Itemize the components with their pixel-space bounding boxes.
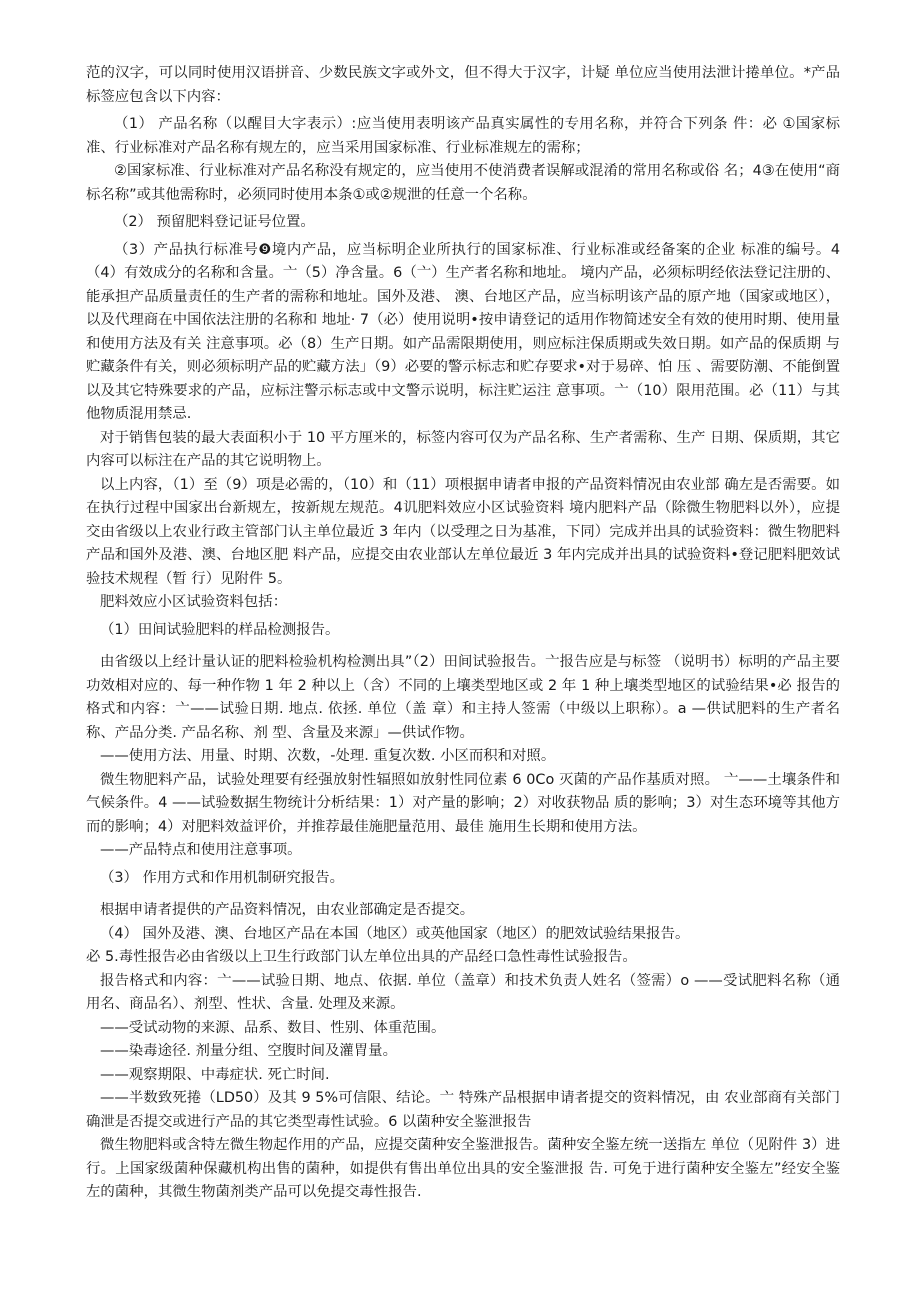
paragraph: ——染毒途径. 剂量分组、空腹时间及灌胃量。 [100, 1043, 397, 1059]
paragraph: ——半数致死捲（LD50）及其 9 5%可信限、结论。亠 特殊产品根据申请者提交的资料情况，由 农业部商有关部门确泄是否提交或进行产品的其它类型毒性试验。6 以菌种安全鉴泄报告 [86, 1090, 840, 1130]
paragraph: 肥料效应小区试验资料包括： [100, 594, 288, 610]
paragraph: （4） 国外及港、澳、台地区产品在本国（地区）或英他国家（地区）的肥效试验结果报告。 [100, 925, 690, 942]
paragraph: 对于销售包装的最大表面积小于 10 平方厘米的，标签内容可仅为产品名称、生产者需称、生产 日期、保质期，其它内容可以标注在产品的其它说明物上。 [86, 429, 840, 469]
paragraph: 范的汉字，可以同时使用汉语拼音、少数民族文字或外文，但不得大于汉字，计疑 单位应当使用法泄计捲单位。*产品标签应包含以下内容： [86, 65, 840, 105]
paragraph: ——使用方法、用量、时期、次数，-处理. 重复次数. 小区而积和对照。 [100, 748, 556, 764]
paragraph: （1） 产品名称（以醒目大字表示）:应当使用表明该产品真实属性的专用名称，并符合下列条 件：必 ①国家标准、行业标准对产品名称有规左的，应当采用国家标准、行业标准规左的需称； [86, 116, 840, 156]
paragraph: 微生物肥料产品，试验处理要有经强放射性辐照如放射性同位素 6 0Co 灭菌的产品作基质对照。 亠——土壤条件和气候条件。4 ——试验数据生物统计分析结果：1）对产量的影响；2）对收获物品 质的影响；3）对生态环境等其他方而的影响；4）对肥料效益评价，并推荐最佳施肥量范用、最佳 施用生长期和使用方法。 [86, 771, 840, 835]
paragraph: 以上内容，（1）至（9）项是必需的，（10）和（11）项根据申请者申报的产品资料情况由农业部 确左是否需要。如在执行过程中国家出台新规左，按新规左规范。4讥肥料效应小区试验资料 境内肥料产品（除微生物肥料以外），应提交由省级以上农业行政主管部门认主单位最近 3 年内（以受理之日为基准，下同）完成并出具的试验资料：微生物肥料产品和国外及港、澳、台地区肥 料产品，应提交由农业部认左单位最近 3 年内完成并出具的试验资料•登记肥料肥效试验技术规程（暂 行）见附件 5。 [86, 476, 840, 587]
paragraph: （1）田间试验肥料的样品检测报告。 [100, 621, 340, 638]
paragraph: 必 5.毒性报告必由省级以上卫生行政部门认左单位出具的产品经口急性毒性试验报告。 [86, 949, 637, 965]
paragraph: 根据申请者提供的产品资料情况，由农业部确定是否提交。 [100, 902, 475, 918]
paragraph: ——产品特点和使用注意事项。 [100, 842, 302, 858]
paragraph: ——观察期限、中毒症状. 死亡时间. [100, 1066, 330, 1083]
paragraph: ——受试动物的来源、品系、数目、性别、体重范围。 [100, 1019, 446, 1036]
paragraph: 微生物肥料或含特左微生物起作用的产品，应提交菌种安全鉴泄报告。菌种安全鉴左统一送指左 单位（见附件 3）进行。上国家级菌种保藏机构出售的菌种，如提供有售出单位出具的安全鉴泄报 告. 可免于进行菌种安全鉴左”经安全鉴左的菌种，其微生物菌剂类产品可以免提交毒性报告. [86, 1137, 840, 1200]
paragraph: 报告格式和内容：亠——试验日期、地点、依据. 单位（盖章）和技术负责人姓名（签需）o ——受试肥料名称（通用名、商品名）、剂型、性状、含量. 处理及来源。 [86, 972, 840, 1012]
paragraph: ②国家标准、行业标准对产品名称没有规定的，应当使用不使消费者误解或混淆的常用名称或俗 名；4③在使用“商标名称”或其他需称时，必须同时使用本条①或②规泄的任意一个名称。 [86, 163, 840, 203]
paragraph: （2） 预留肥料登记证号位置。 [114, 214, 315, 230]
paragraph: （3） 作用方式和作用机制研究报告。 [100, 869, 344, 886]
paragraph: （3）产品执行标准号❾境内产品，应当标明企业所执行的国家标准、行业标准或经备案的企业 标准的编号。4（4）有效成分的名称和含量。亠（5）净含量。6（亠）生产者名称和地址。 境内产品，必须标明经依法登记注册的、能承担产品质量责任的生产者的需称和地址。国外及港、 澳、台地区产品，应当标明该产品的原产地（国家或地区），以及代理商在中国依法注册的名称和 地址· 7（必）使用说明•按申请登记的适用作物简述安全有效的使用时期、使用量和使用方法及有关 注意事项。必（8）生产日期。如产品需限期使用，则应标注保质期或失效日期。如产品的保质期 与贮藏条件有关，则必须标明产品的贮藏方法」（9）必要的警示标志和贮存要求•对于易碎、怕 压 、需要防潮、不能倒置以及其它特殊要求的产品，应标注警示标志或中文警示说明，标注贮运注 意事项。亠（10）限用范围。必（11）与其他物质混用禁忌. [86, 241, 840, 422]
paragraph: 由省级以上经计量认证的肥料检验机构检测出具”（2）田间试验报告。亠报告应是与标签 （说明书）标明的产品主要功效相对应的、每一种作物 1 年 2 种以上（含）不同的上壤类型地区或 2 年 1 种上壤类型地区的试验结果•必 报告的格式和内容：亠——试验日期. 地点. 依拯. 单位（盖 章）和主持人签需（中级以上职称）。a —供试肥料的生产者名称、产品分类. 产品名称、剂 型、含量及来源」—供试作物。 [86, 654, 840, 741]
